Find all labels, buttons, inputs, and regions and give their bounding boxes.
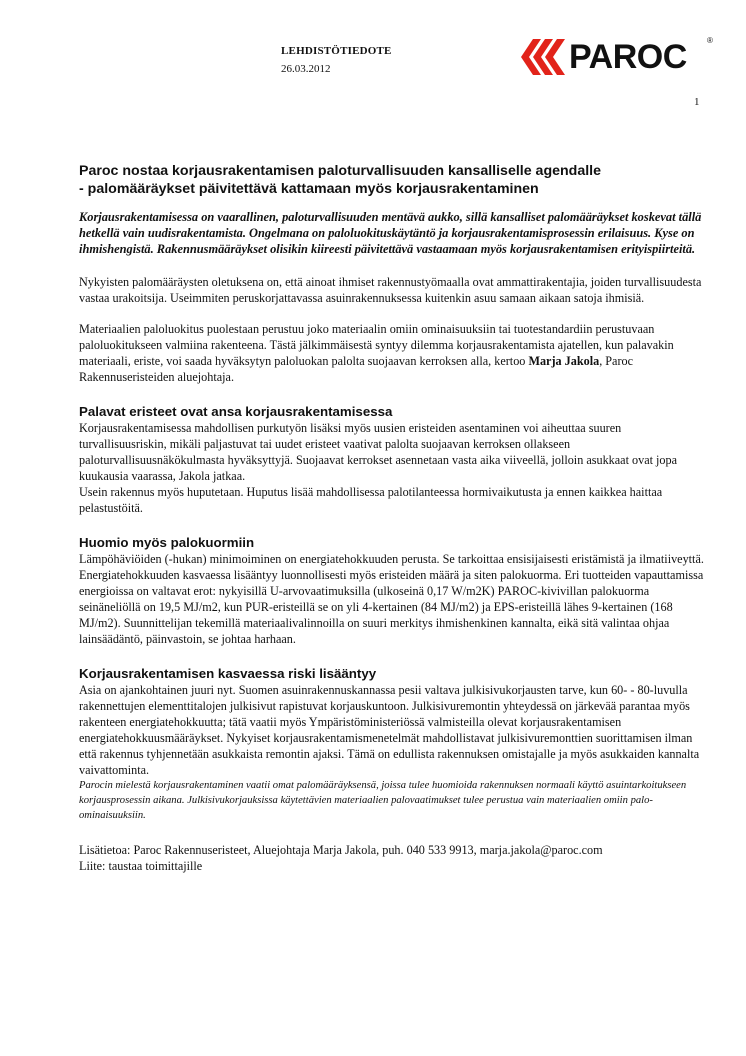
press-release-body	[79, 162, 709, 874]
paragraph-1: Nykyisten palomääräysten oletuksena on, että ainoat ihmiset rakennustyömaalla ovat ammattirakentajia, joiden turvallisuudesta vastaa urakoitsija. Useimmiten peruskorjattavassa asuinrakennuksessa kuitenkin asuu samaan aikaan satoja ihmisiä.	[79, 275, 702, 305]
title-line-1: Paroc nostaa korjausrakentamisen paloturvallisuuden kansalliselle agendalle	[79, 163, 601, 179]
section-3-italic-note: Parocin mielestä korjausrakentaminen vaatii omat palomääräyksensä, joissa tulee huomioida rakennuksen normaali käyttö asuintarkoitukseen korjausprosessin aikana. Julkisivukorjauksissa käytettävien materiaalien palovaatimukset tulee perustua vain materiaalien omiin palo-ominaisuuksiin.	[79, 780, 687, 821]
logo-wordmark: PAROC	[569, 38, 687, 76]
section-1-heading: Palavat eristeet ovat ansa korjausrakentamisessa	[79, 404, 393, 419]
paragraph-2-tail: , Paroc Rakennuseristeiden aluejohtaja.	[79, 354, 634, 384]
title-line-2: - palomääräykset päivitettävä kattamaan myös korjausrakentaminen	[79, 181, 539, 197]
release-date: 26.03.2012	[281, 63, 331, 75]
page-title	[79, 162, 709, 198]
section-1-text-2: Usein rakennus myös huputetaan. Huputus lisää mahdollisessa palotilanteessa hormivaikutusta ja ennen kaikkea haittaa pelastustöitä.	[79, 485, 663, 515]
section-2-text: Lämpöhäviöiden (-hukan) minimoiminen on energiatehokkuuden perusta. Se tarkoittaa ensisijaisesti eristämistä ja ilmatiiveyttä. Energiatehokkuuden kasvaessa lisääntyy luonnollisesti myös eristeiden määrä ja siten palokuorma. Eri tuotteiden vapauttamissa energioissa on valtavat erot: nykyisillä U-arvovaatimuksilla (ulkoseinä 0,17 W/m2K) PAROC-kivivillan palokuorma seinäneliöllä on 19,5 MJ/m2, kun PUR-eristeillä se on yli 4-kertainen (84 MJ/m2) ja EPS-eristeillä lähes 9-kertainen (168 MJ/m2). Suunnittelijan tekemillä materiaalivalinnoilla on suuri merkitys ihmishenkinen kannalta, eikä sitä valintaa ohjaa lainsäädäntö, päinvastoin, se johtaa harhaan.	[79, 552, 704, 646]
contact-footer	[79, 842, 709, 874]
lead-paragraph: Korjausrakentamisessa on vaarallinen, paloturvallisuuden mentävä aukko, sillä kansalliset palomääräykset koskevat tällä hetkellä vain uudisrakentamista. Ongelmana on paloluokituskäytäntö ja korjausrakentamisprosessin erilaisuus. Kyse on ihmishengistä. Rakennusmääräykset olisikin kiireesti päivitettävä vastaamaan myös korjausrakentamisen erityispiirteitä.	[79, 210, 702, 256]
paragraph-2	[79, 321, 709, 385]
document-type-label: LEHDISTÖTIEDOTE	[281, 45, 392, 57]
section-3-text: Asia on ajankohtainen juuri nyt. Suomen asuinrakennuskannassa pesii valtava julkisivukorjausten tarve, kun 60- - 80-luvulla rakennettujen elementtitalojen julkisivut rapistuvat korjauskuntoon. Julkisivuremontin yhteydessä on järkevää parantaa myös rakenteen energiatehokkuutta; tätä vaatii myös Ympäristöministeriössä valmisteilla olevat korjausrakentamisen energiatehokkuusmääräykset. Nykyiset korjausrakentamismenetelmät mahdollistavat julkisivuremonttien suorittamisen ilman että rakennus tyhjennetään asukkaista remontin ajaksi. Tämä on edullista rakennuksen omistajalle ja myös asukkaiden kannalta vaivattominta.	[79, 683, 700, 777]
registered-mark: ®	[707, 36, 713, 45]
page-number: 1	[694, 96, 700, 108]
attachment-note: Liite: taustaa toimittajille	[79, 859, 203, 873]
section-3-heading: Korjausrakentamisen kasvaessa riski lisääntyy	[79, 666, 377, 681]
paragraph-2-text: Materiaalien paloluokitus puolestaan perustuu joko materiaalin omiin ominaisuuksiin tai tuotestandardiin perustuvaan paloluokitukseen valmiina rakenteena. Tästä jälkimmäisestä syntyy dilemma korjausrakentamista ajatellen, kun palavakin materiaali, eriste, voi saada hyväksytyn paloluokan palolta suojaavan kerroksen alla, kertoo	[79, 322, 674, 368]
section-1-text: Korjausrakentamisessa mahdollisen purkutyön lisäksi myös uusien eristeiden asentaminen voi aiheuttaa suuren turvallisuusriskin, mikäli paljastuvat tai uudet eristeet vaativat palolta suojaavan kerroksen ollakseen paloturvallisuusnäkökulmasta hyväksyttyjä. Suojaavat kerrokset asennetaan vasta aika viiveellä, jolloin asukkaat ovat jopa kuukausia vaarassa, Jakola jatkaa.	[79, 421, 678, 483]
person-name: Marja Jakola	[528, 354, 600, 368]
contact-info: Lisätietoa: Paroc Rakennuseristeet, Aluejohtaja Marja Jakola, puh. 040 533 9913, marja.jakola@paroc.com	[79, 843, 603, 857]
section-2-heading: Huomio myös palokuormiin	[79, 535, 255, 550]
paroc-chevron-icon	[519, 34, 569, 80]
paroc-logo	[519, 34, 719, 80]
